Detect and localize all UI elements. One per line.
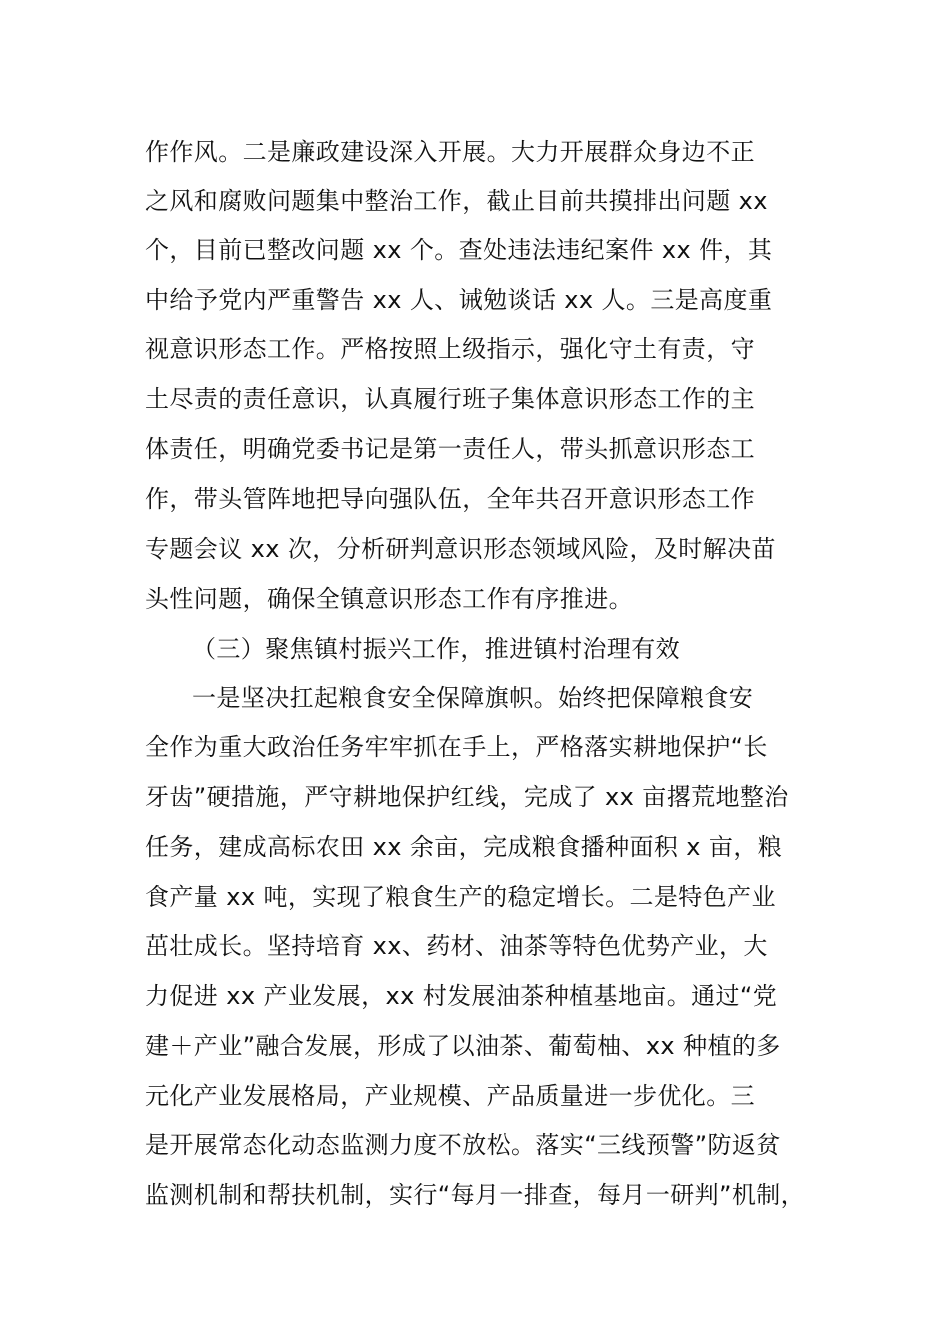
body-text-line: 茁壮成长。坚持培育 xx、药材、油茶等特色优势产业，大 [145,932,768,960]
body-text-line: 头性问题，确保全镇意识形态工作有序推进。 [145,585,633,613]
body-text-line: 监测机制和帮扶机制，实行“每月一排查，每月一研判”机制， [145,1181,806,1209]
body-text-line: 建＋产业”融合发展，形成了以油茶、葡萄柚、xx 种植的多 [145,1032,781,1060]
body-text-line: 个，目前已整改问题 xx 个。查处违法违纪案件 xx 件，其 [145,236,773,264]
body-text-line: 视意识形态工作。严格按照上级指示，强化守土有责，守 [145,335,755,363]
body-text-line: 力促进 xx 产业发展，xx 村发展油茶种植基地亩。通过“党 [145,982,778,1010]
paragraph-first-line: 一是坚决扛起粮食安全保障旗帜。始终把保障粮食安 [192,684,754,712]
body-text-line: 食产量 xx 吨，实现了粮食生产的稳定增长。二是特色产业 [145,883,776,911]
section-heading: （三）聚焦镇村振兴工作，推进镇村治理有效 [192,635,680,663]
body-text-line: 体责任，明确党委书记是第一责任人，带头抓意识形态工 [145,435,755,463]
body-text-line: 专题会议 xx 次，分析研判意识形态领域风险，及时解决苗 [145,535,776,563]
body-text-line: 牙齿”硬措施，严守耕地保护红线，完成了 xx 亩撂荒地整治 [145,783,789,811]
body-text-line: 元化产业发展格局，产业规模、产品质量进一步优化。三 [145,1082,755,1110]
body-text-line: 作，带头管阵地把导向强队伍，全年共召开意识形态工作 [145,485,755,513]
body-text-line: 之风和腐败问题集中整治工作，截止目前共摸排出问题 xx [145,187,768,215]
body-text-line: 全作为重大政治任务牢牢抓在手上，严格落实耕地保护“长 [145,733,768,761]
body-text-line: 是开展常态化动态监测力度不放松。落实“三线预警”防返贫 [145,1131,781,1159]
body-text-line: 中给予党内严重警告 xx 人、诫勉谈话 xx 人。三是高度重 [145,286,773,314]
body-text-line: 土尽责的责任意识，认真履行班子集体意识形态工作的主 [145,385,755,413]
body-text-line: 任务，建成高标农田 xx 余亩，完成粮食播种面积 x 亩，粮 [145,833,783,861]
body-text-line: 作作风。二是廉政建设深入开展。大力开展群众身边不正 [145,138,755,166]
